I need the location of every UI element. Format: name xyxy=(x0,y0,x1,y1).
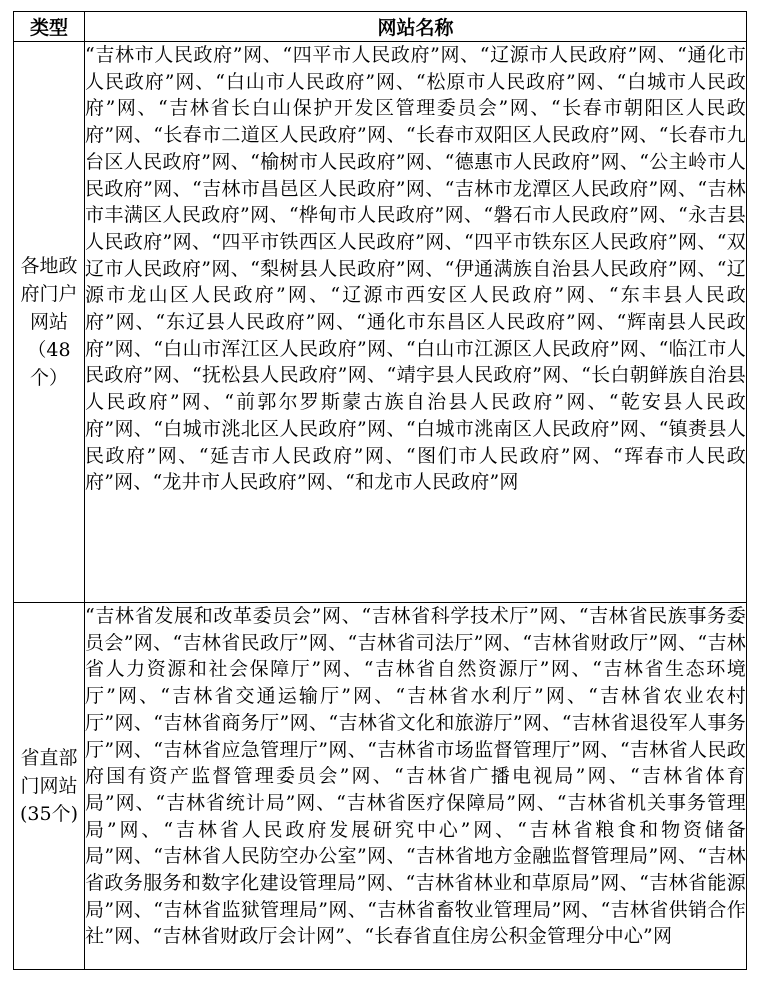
names-cell-local-government: “吉林市人民政府”网、“四平市人民政府”网、“辽源市人民政府”网、“通化市人民政府”网、“白山市人民政府”网、“松原市人民政府”网、“白城市人民政府”网、“吉林省长白山保护开发区管理委员会”网、“长春市朝阳区人民政府”网、“长春市二道区人民政府”网、“长春市双阳区人民政府”网、“长春市九台区人民政府”网、“榆树市人民政府”网、“德惠市人民政府”网、“公主岭市人民政府”网、“吉林市昌邑区人民政府”网、“吉林市龙潭区人民政府”网、“吉林市丰满区人民政府”网、“桦甸市人民政府”网、“磐石市人民政府”网、“永吉县人民政府”网、“四平市铁西区人民政府”网、“四平市铁东区人民政府”网、“双辽市人民政府”网、“梨树县人民政府”网、“伊通满族自治县人民政府”网、“辽源市龙山区人民政府”网、“辽源市西安区人民政府”网、“东丰县人民政府”网、“东辽县人民政府”网、“通化市东昌区人民政府”网、“辉南县人民政府”网、“白山市浑江区人民政府”网、“白山市江源区人民政府”网、“临江市人民政府”网、“抚松县人民政府”网、“靖宇县人民政府”网、“长白朝鲜族自治县人民政府”网、“前郭尔罗斯蒙古族自治县人民政府”网、“乾安县人民政府”网、“白城市洮北区人民政府”网、“白城市洮南区人民政府”网、“镇赉县人民政府”网、“延吉市人民政府”网、“图们市人民政府”网、“珲春市人民政府”网、“龙井市人民政府”网、“和龙市人民政府”网 xyxy=(85,42,747,603)
type-cell-provincial-departments: 省直部门网站(35个) xyxy=(14,603,85,970)
header-row xyxy=(14,12,747,42)
table-row-local-government xyxy=(14,42,747,603)
header-website-name: 网站名称 xyxy=(85,12,747,42)
type-cell-local-government: 各地政府门户网站（48个） xyxy=(14,42,85,603)
names-cell-provincial-departments: “吉林省发展和改革委员会”网、“吉林省科学技术厅”网、“吉林省民族事务委员会”网、“吉林省民政厅”网、“吉林省司法厅”网、“吉林省财政厅”网、“吉林省人力资源和社会保障厅”网、“吉林省自然资源厅”网、“吉林省生态环境厅”网、“吉林省交通运输厅”网、“吉林省水利厅”网、“吉林省农业农村厅”网、“吉林省商务厅”网、“吉林省文化和旅游厅”网、“吉林省退役军人事务厅”网、“吉林省应急管理厅”网、“吉林省市场监督管理厅”网、“吉林省人民政府国有资产监督管理委员会”网、“吉林省广播电视局”网、“吉林省体育局”网、“吉林省统计局”网、“吉林省医疗保障局”网、“吉林省机关事务管理局”网、“吉林省人民政府发展研究中心”网、“吉林省粮食和物资储备局”网、“吉林省人民防空办公室”网、“吉林省地方金融监督管理局”网、“吉林省政务服务和数字化建设管理局”网、“吉林省林业和草原局”网、“吉林省能源局”网、“吉林省监狱管理局”网、“吉林省畜牧业管理局”网、“吉林省供销合作社”网、“吉林省财政厅会计网”、“长春省直住房公积金管理分中心”网 xyxy=(85,603,747,970)
website-list-table xyxy=(13,11,747,970)
table-row-provincial-departments xyxy=(14,603,747,970)
header-type: 类型 xyxy=(14,12,85,42)
